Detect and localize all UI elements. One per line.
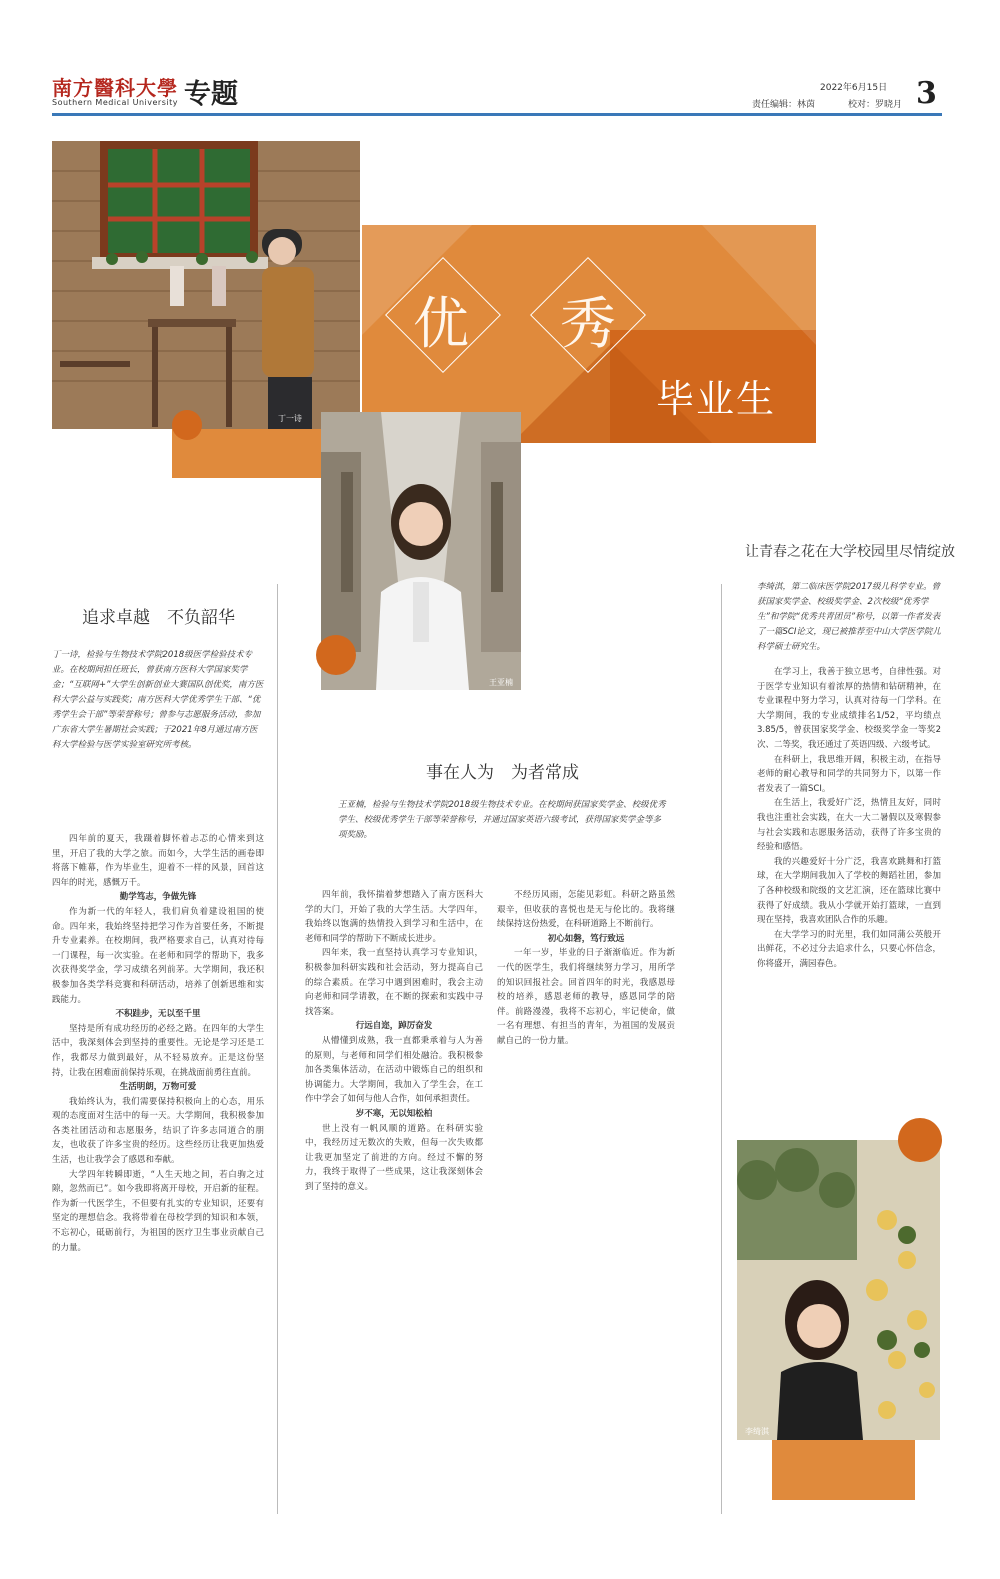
proofreader-credit: 校对：罗晓月 [848, 100, 903, 110]
university-logo-text: 南方醫科大學 [52, 76, 178, 100]
subheading: 行远自迩，踔厉奋发 [355, 1021, 433, 1032]
editor-credit: 责任编辑：林茵 [752, 100, 816, 110]
photo2-caption: 王亚楠 [489, 678, 513, 687]
banner-title-graduates: 毕业生 [656, 377, 777, 421]
photo-ding-yishi [52, 141, 360, 429]
photo1-caption: 丁一诗 [278, 414, 302, 423]
photo2-circle-accent [316, 635, 356, 675]
header-rule [52, 113, 942, 116]
photo3-caption: 李绮淇 [745, 1427, 769, 1436]
paragraph: 作为新一代的年轻人，我们肩负着建设祖国的使命。四年来，我始终坚持把学习作为首要任务，不断提升专业素养。在校期间，我严格要求自己，认真对待每一门课程，每一次实验。在老师和同学的帮助下，我多次获得奖学金，学习成绩名列前茅。大学期间，我还积极参加各类学科竞赛和科研活动，培养了创新思维和实践能力。 [52, 906, 264, 1005]
column-divider-left [277, 584, 278, 1514]
article3-title: 让青春之花在大学校园里尽情绽放 [745, 544, 955, 560]
paragraph: 四年来，我一直坚持认真学习专业知识，积极参加科研实践和社会活动，努力提高自己的综合素质。在学习中遇到困难时，我会主动向老师和同学请教，在不断的探索和实践中寻找答案。 [305, 948, 483, 1017]
article3-intro: 李绮淇，第二临床医学院2017级儿科学专业。曾获国家奖学金、校级奖学金、2次校级“优秀学生”和学院“优秀共青团员”称号，以第一作者发表了一篇SCI论文，现已被推荐至中山大学医学院儿科学硕士研究生。 [757, 582, 941, 652]
paragraph: 一年一岁，毕业的日子渐渐临近。作为新一代的医学生，我们将继续努力学习，用所学的知识回报社会。回首四年的时光，我感恩母校的培养，感恩老师的教导，感恩同学的陪伴。前路漫漫，我将不忘初心，牢记使命，做一名有理想、有担当的青年，为祖国的发展贡献自己的一份力量。 [497, 948, 675, 1046]
photo1-circle-accent [172, 410, 202, 440]
paragraph: 在生活上，我爱好广泛，热情且友好，同时我也注重社会实践，在大一大二暑假以及寒假参与社会实践和志愿服务活动，获得了许多宝贵的经验和感悟。 [757, 798, 941, 853]
paragraph: 在科研上，我思维开阔，积极主动，在指导老师的耐心教导和同学的共同努力下，以第一作者发表了一篇SCI。 [757, 754, 941, 794]
photo3-circle-accent [898, 1118, 942, 1162]
article1-title: 追求卓越 不负韶华 [82, 608, 235, 628]
paragraph: 四年前的夏天，我蹑着脚怀着忐忑的心情来到这里，开启了我的大学之旅。而如今，大学生活的画卷即将落下帷幕，作为毕业生，迎着不一样的风景，回首这四年的时光，感慨万千。 [52, 834, 264, 888]
subheading: 岁不寒，无以知松柏 [355, 1108, 433, 1119]
paragraph: 我的兴趣爱好十分广泛，我喜欢跳舞和打篮球，在大学期间我加入了学校的舞蹈社团，参加了各种校级和院级的文艺汇演，还在篮球比赛中获得了好成绩。我从小学就开始打篮球，一直到现在坚持，我喜欢团队合作的乐趣。 [757, 856, 941, 926]
paragraph: 大学四年转瞬即逝，“人生天地之间，若白驹之过隙，忽然而已”。如今我即将离开母校，开启新的征程。作为新一代医学生，不但要有扎实的专业知识，还要有坚定的理想信念。我将带着在母校学到的知识和本领，不忘初心，砥砺前行，为祖国的医疗卫生事业贡献自己的力量。 [52, 1169, 264, 1253]
article1-body [52, 832, 264, 1502]
subheading: 初心如磐，笃行致远 [547, 933, 625, 944]
banner-char-xiu: 秀 [560, 292, 616, 357]
paragraph: 世上没有一帆风顺的道路。在科研实验中，我经历过无数次的失败，但每一次失败都让我更加坚定了前进的方向。经过不懈的努力，我终于取得了一些成果，这让我深刻体会到了坚持的意义。 [305, 1123, 483, 1192]
issue-date: 2022年6月15日 [820, 83, 888, 93]
article2-intro: 王亚楠，检验与生物技术学院2018级生物技术专业。在校期间获国家奖学金、校级优秀学生、校级优秀学生干部等荣誉称号，并通过国家英语六级考试，获得国家奖学金等多项奖励。 [338, 800, 666, 840]
paragraph: 坚持是所有成功经历的必经之路。在四年的大学生活中，我深刻体会到坚持的重要性。无论是学习还是工作，我都尽力做到最好，从不轻易放弃。正是这份坚持，让我在困难面前保持乐观，在挑战面前勇往直前。 [52, 1023, 264, 1078]
photo-li-qiqi [737, 1140, 940, 1440]
paragraph: 我始终认为，我们需要保持积极向上的心态，用乐观的态度面对生活中的每一天。大学期间，我积极参加各类社团活动和志愿服务，结识了许多志同道合的朋友，也收获了许多宝贵的经历。这些经历让我更加热爱生活，也让我学会了感恩和奉献。 [52, 1096, 264, 1166]
page-number: 3 [916, 76, 937, 111]
paragraph: 四年前，我怀揣着梦想踏入了南方医科大学的大门，开始了我的大学生活。大学四年，我始终以饱满的热情投入到学习和生活中，在老师和同学的帮助下不断成长进步。 [305, 890, 483, 944]
university-logo-english: Southern Medical University [52, 98, 178, 107]
subheading: 不积跬步，无以至千里 [115, 1009, 201, 1020]
paragraph: 在大学学习的时光里，我们如同蒲公英般开出鲜花，不必过分去追求什么，只要心怀信念，你将盛开，满园春色。 [757, 929, 941, 969]
column-divider-right [721, 584, 722, 1514]
banner-char-you: 优 [413, 292, 469, 357]
paragraph: 在学习上，我善于独立思考，自律性强。对于医学专业知识有着浓厚的热情和钻研精神，在专业课程中努力学习，认真对待每一门学科。在大学期间，我的专业成绩排名1/52，平均绩点3.85/5，曾获国家奖学金、校级奖学金一等奖2次、二等奖，我还通过了英语四级、六级考试。 [757, 667, 941, 750]
section-title: 专题 [184, 79, 238, 110]
article1-intro: 丁一诗，检验与生物技术学院2018级医学检验技术专业。在校期间担任班长，曾获南方医科大学国家奖学金；“互联网+”大学生创新创业大赛国队创优奖，南方医科大学公益与实践奖；南方医科大学优秀学生干部、“优秀学生会干部”等荣誉称号；曾参与志愿服务活动，参加广东省大学生暑期社会实践；于2021年8月通过南方医科大学检验与医学实验室研究所考核。 [52, 650, 264, 750]
photo3-accent-bar [772, 1440, 915, 1500]
article3-body [757, 665, 941, 1105]
article2-body-col2 [497, 888, 675, 1500]
article2-body-col1 [305, 888, 483, 1500]
subheading: 勤学笃志，争做先锋 [119, 892, 197, 903]
paragraph: 从懵懂到成熟，我一直都秉承着与人为善的原则，与老师和同学们相处融洽。我积极参加各类集体活动，在活动中锻炼自己的组织和协调能力。大学期间，我加入了学生会，在工作中学会了如何与他人合作，如何承担责任。 [305, 1035, 483, 1105]
article2-title: 事在人为 为者常成 [426, 763, 579, 783]
subheading: 生活明朗，万物可爱 [119, 1082, 197, 1093]
paragraph: 不经历风雨，怎能见彩虹。科研之路虽然艰辛，但收获的喜悦也是无与伦比的。我将继续保持这份热爱，在科研道路上不断前行。 [497, 890, 675, 930]
